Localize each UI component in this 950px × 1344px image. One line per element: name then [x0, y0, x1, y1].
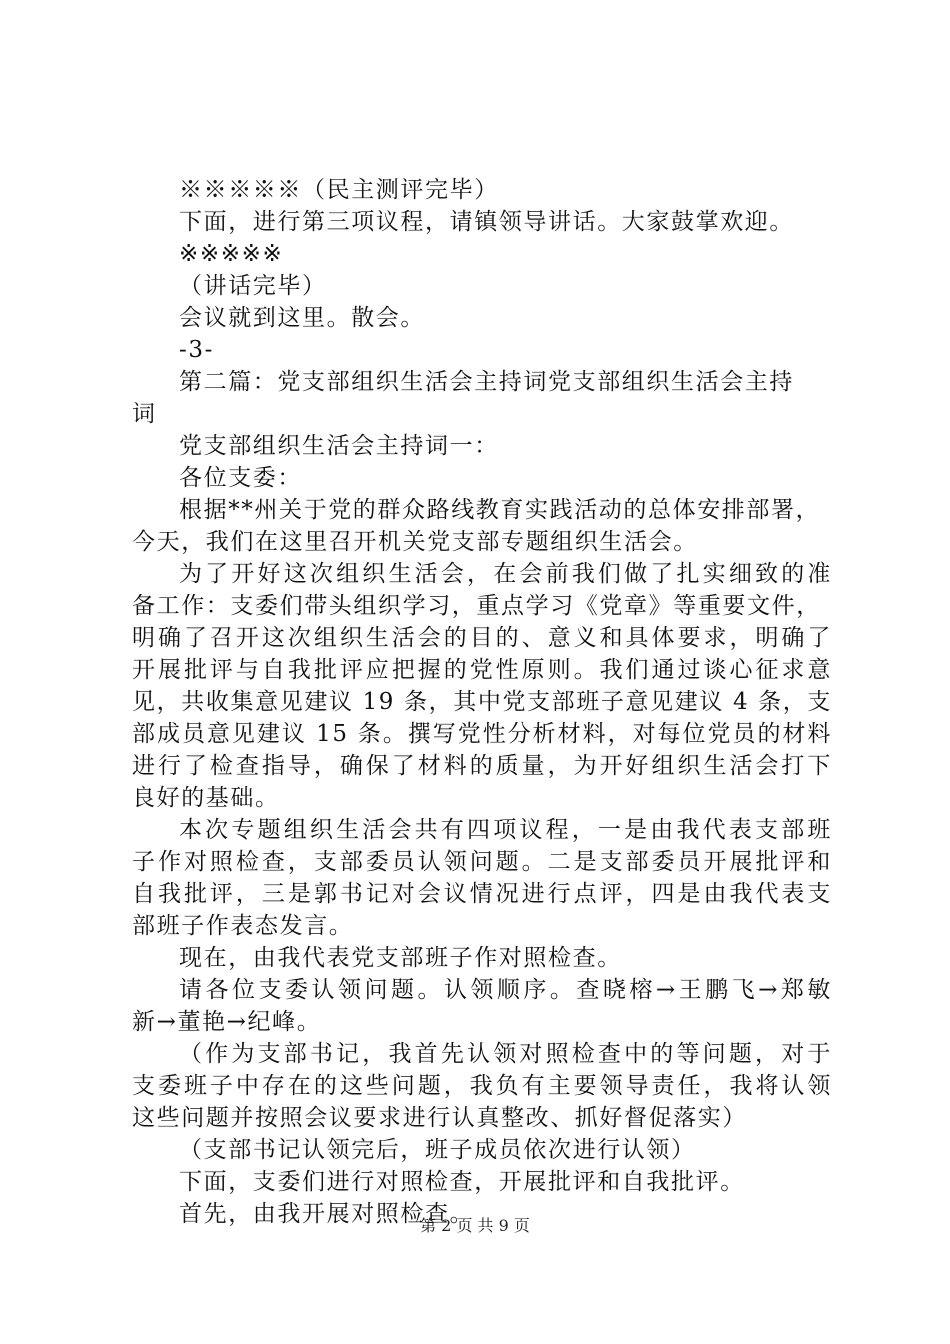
text-line: 支委班子中存在的这些问题，我负有主要领导责任，我将认领	[132, 1073, 832, 1099]
text-line: ※※※※※（民主测评完毕）	[179, 177, 499, 203]
text-line: ※※※※※	[179, 241, 284, 267]
text-line: 这些问题并按照会议要求进行认真整改、抓好督促落实）	[132, 1105, 747, 1131]
text-line: 良好的基础。	[132, 785, 280, 811]
text-line: 词	[132, 401, 157, 427]
text-line: 见，共收集意见建议 19 条，其中党支部班子意见建议 4 条，支	[132, 689, 832, 715]
text-line: 子作对照检查，支部委员认领问题。二是支部委员开展批评和	[132, 849, 832, 875]
text-line: 开展批评与自我批评应把握的党性原则。我们通过谈心征求意	[132, 657, 832, 683]
text-line: 下面，支委们进行对照检查，开展批评和自我批评。	[179, 1169, 745, 1195]
text-line: 备工作：支委们带头组织学习，重点学习《党章》等重要文件，	[132, 593, 821, 619]
text-line: 新→董艳→纪峰。	[132, 1009, 322, 1035]
text-line: -3-	[179, 337, 214, 363]
text-line: 进行了检查指导，确保了材料的质量，为开好组织生活会打下	[132, 753, 832, 779]
text-line: 根据**州关于党的群众路线教育实践活动的总体安排部署，	[179, 497, 821, 523]
text-line: 下面，进行第三项议程，请镇领导讲话。大家鼓掌欢迎。	[179, 209, 794, 235]
text-line: 会议就到这里。散会。	[179, 305, 425, 331]
text-line: （支部书记认领完后，班子成员依次进行认领）	[179, 1137, 696, 1163]
text-line: 为了开好这次组织生活会，在会前我们做了扎实细致的准	[179, 561, 832, 587]
text-line: 本次专题组织生活会共有四项议程，一是由我代表支部班	[179, 817, 832, 843]
text-line: 自我批评，三是郭书记对会议情况进行点评，四是由我代表支	[132, 881, 832, 907]
text-line: 请各位支委认领问题。认领顺序。查晓榕→王鹏飞→郑敏	[179, 977, 832, 1003]
text-line: 部成员意见建议 15 条。撰写党性分析材料，对每位党员的材料	[132, 721, 832, 747]
document-body	[132, 174, 832, 1230]
text-line: 各位支委：	[179, 465, 302, 491]
text-line: 现在，由我代表党支部班子作对照检查。	[179, 945, 622, 971]
text-line: 首先，由我开展对照检查。	[179, 1201, 475, 1227]
text-line: （讲话完毕）	[179, 273, 327, 299]
text-line: 今天，我们在这里召开机关党支部专题组织生活会。	[132, 529, 698, 555]
page-footer: 第 2 页 共 9 页	[420, 1216, 530, 1235]
text-line: 明确了召开这次组织生活会的目的、意义和具体要求，明确了	[132, 625, 832, 651]
text-line: 部班子作表态发言。	[132, 913, 354, 939]
text-line: （作为支部书记，我首先认领对照检查中的等问题，对于	[179, 1041, 832, 1067]
text-line: 党支部组织生活会主持词一：	[179, 433, 499, 459]
text-line: 第二篇：党支部组织生活会主持词党支部组织生活会主持	[179, 369, 794, 395]
